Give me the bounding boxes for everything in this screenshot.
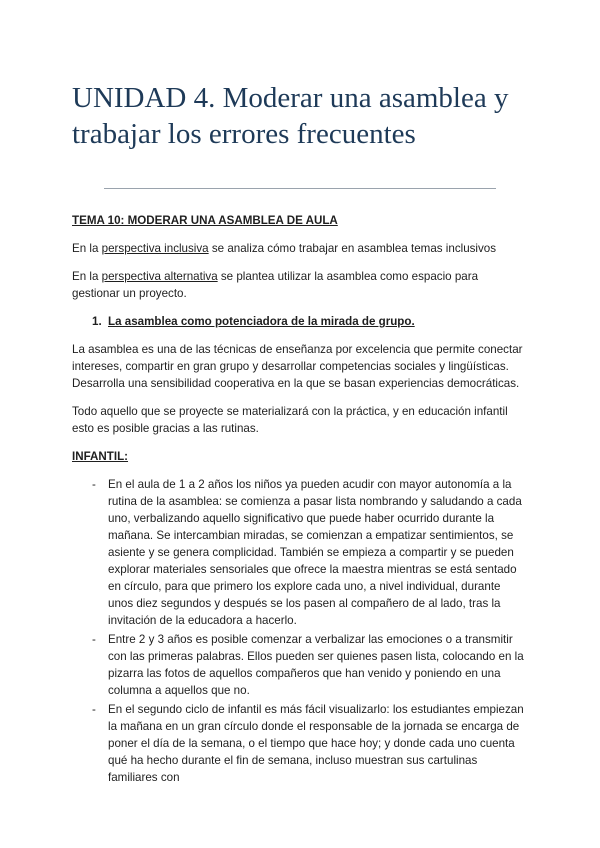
paragraph-rutinas: Todo aquello que se proyecte se materializará con la práctica, y en educación infantil esto es posible gracias a las rutinas. [72,405,508,435]
subheading-text: La asamblea como potenciadora de la mirada de grupo. [108,315,415,328]
paragraph-alternative [72,268,527,302]
title-divider [104,188,496,189]
numbered-subheading [72,313,527,330]
infantil-heading: INFANTIL: [72,450,129,463]
list-item [72,631,527,699]
text-fragment: En la [72,270,102,283]
text-fragment: En la [72,242,102,255]
term-perspectiva-alternativa: perspectiva alternativa [101,270,218,283]
term-perspectiva-inclusiva: perspectiva inclusiva [101,242,209,255]
dash-bullet: - [92,478,96,491]
text-fragment: se analiza cómo trabajar en asamblea temas inclusivos [208,242,497,255]
list-item [72,701,527,786]
infantil-list [72,476,527,786]
document-body [72,212,527,788]
list-item-text: Entre 2 y 3 años es posible comenzar a verbalizar las emociones o a transmitir con las primeras palabras. Ellos pueden ser quienes pasen lista, colocando en la pizarra las fotos de aquellos compañeros que han venido y poniendo en una columna a aquellos que no. [108,633,524,697]
dash-bullet: - [92,633,96,646]
paragraph-inclusive [72,240,527,257]
dash-bullet: - [92,703,96,716]
page-title: UNIDAD 4. Moderar una asamblea y trabajar los errores frecuentes [72,82,509,150]
list-item-text: En el aula de 1 a 2 años los niños ya pueden acudir con mayor autonomía a la rutina de la asamblea: se comienza a pasar lista nombrando y saludando a cada uno, verbalizando aquello significativo que puede haber ocurrido durante la mañana. Se intercambian miradas, se comienzan a empatizar sentimientos, se asiente y se genera complicidad. También se empieza a compartir y se pueden explorar materiales sensoriales que ofrece la maestra mientras se está sentado en círculo, para que primero los explore cada uno, a nivel individual, durante unos diez segundos y después se los pasen al compañero de al lado, tras la invitación de la educadora a hacerlo. [108,478,522,627]
list-number: 1. [92,315,102,328]
list-item-text: En el segundo ciclo de infantil es más fácil visualizarlo: los estudiantes empiezan la mañana en un gran círculo donde el responsable de la jornada se encarga de poner el día de la semana, o el tiempo que hace hoy; y donde cada uno cuenta qué ha hecho durante el fin de semana, incluso muestran sus cartulinas familiares con [108,703,524,784]
list-item [72,476,527,629]
paragraph-asamblea: La asamblea es una de las técnicas de enseñanza por excelencia que permite conectar intereses, compartir en gran grupo y desarrollar competencias sociales y lingüísticas. Desarrolla una sensibilidad cooperativa en la que se basan experiencias democráticas. [72,343,523,390]
section-heading: TEMA 10: MODERAR UNA ASAMBLEA DE AULA [72,214,338,227]
text-fragment: se plantea utilizar la asamblea como espacio para gestionar un proyecto. [72,270,479,300]
